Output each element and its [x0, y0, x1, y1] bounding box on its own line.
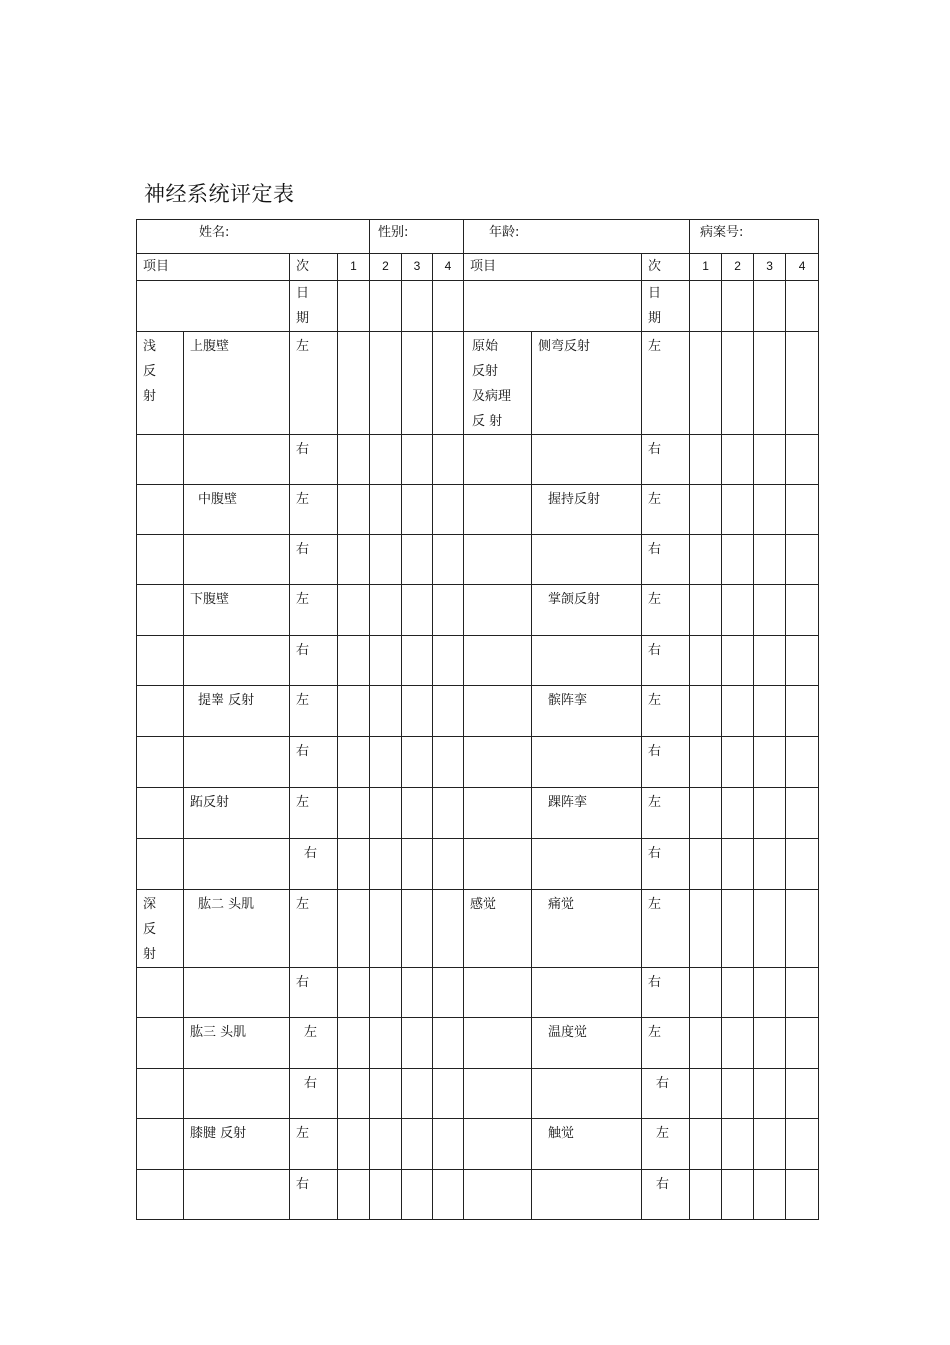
side-left-label: 左: [642, 332, 690, 435]
score-input[interactable]: [722, 1170, 754, 1220]
score-input[interactable]: [433, 890, 464, 968]
score-input[interactable]: [722, 968, 754, 1018]
score-input[interactable]: [433, 485, 464, 535]
score-input[interactable]: [402, 839, 433, 890]
score-input[interactable]: [370, 890, 402, 968]
blank-cell: [184, 968, 290, 1018]
score-input[interactable]: [722, 535, 754, 585]
score-input[interactable]: [754, 686, 786, 737]
score-input[interactable]: [433, 968, 464, 1018]
score-input[interactable]: [370, 839, 402, 890]
score-input[interactable]: [433, 1170, 464, 1220]
blank-cell: [184, 737, 290, 788]
score-input[interactable]: [786, 839, 819, 890]
item-label-left: 下腹壁: [184, 585, 290, 636]
blank-cell: [464, 636, 532, 686]
score-input[interactable]: [433, 686, 464, 737]
item-label-left: 跖反射: [184, 788, 290, 839]
score-input[interactable]: [754, 1069, 786, 1119]
side-left-label: 左: [290, 332, 338, 435]
score-input[interactable]: [370, 788, 402, 839]
sex-field[interactable]: [370, 220, 464, 254]
score-input[interactable]: [338, 1170, 370, 1220]
score-input[interactable]: [338, 839, 370, 890]
blank-cell: [532, 1069, 642, 1119]
score-input[interactable]: [690, 686, 722, 737]
item-label-right: 触觉: [532, 1119, 642, 1170]
blank-cell: [464, 485, 532, 535]
score-input[interactable]: [722, 1069, 754, 1119]
score-input[interactable]: [754, 1170, 786, 1220]
score-input[interactable]: [370, 585, 402, 636]
score-input[interactable]: [433, 1018, 464, 1069]
date-input[interactable]: [754, 281, 786, 332]
item-label-left: 上腹壁: [184, 332, 290, 435]
side-right-label: 右: [642, 737, 690, 788]
score-input[interactable]: [690, 890, 722, 968]
score-input[interactable]: [754, 788, 786, 839]
score-input[interactable]: [690, 788, 722, 839]
score-input[interactable]: [370, 636, 402, 686]
score-input[interactable]: [690, 968, 722, 1018]
assessment-row: [137, 636, 819, 686]
item-label-right: 侧弯反射: [532, 332, 642, 435]
blank-cell: [464, 1018, 532, 1069]
blank-cell: [137, 1018, 184, 1069]
score-input[interactable]: [690, 535, 722, 585]
date-label-right: 日 期: [642, 281, 690, 332]
score-input[interactable]: [433, 636, 464, 686]
assessment-row: [137, 435, 819, 485]
date-input[interactable]: [338, 281, 370, 332]
score-input[interactable]: [370, 485, 402, 535]
side-right-label: 右: [642, 535, 690, 585]
blank-cell: [137, 1069, 184, 1119]
assessment-row: [137, 737, 819, 788]
score-input[interactable]: [402, 485, 433, 535]
score-input[interactable]: [370, 332, 402, 435]
blank-cell: [532, 435, 642, 485]
blank-cell: [464, 1119, 532, 1170]
score-input[interactable]: [402, 1119, 433, 1170]
blank-cell: [532, 1170, 642, 1220]
blank-cell: [137, 839, 184, 890]
score-input[interactable]: [786, 535, 819, 585]
score-input[interactable]: [690, 636, 722, 686]
blank-cell: [464, 535, 532, 585]
score-input[interactable]: [754, 332, 786, 435]
side-right-label: 右: [642, 1170, 690, 1220]
blank-cell: [464, 1069, 532, 1119]
blank-cell: [137, 485, 184, 535]
score-input[interactable]: [786, 636, 819, 686]
sex-label: 性别:: [378, 225, 409, 240]
blank-cell: [464, 281, 642, 332]
side-left-label: 左: [642, 1018, 690, 1069]
score-input[interactable]: [722, 839, 754, 890]
item-label-left: 中腹壁: [184, 485, 290, 535]
blank-cell: [464, 788, 532, 839]
score-input[interactable]: [690, 435, 722, 485]
blank-cell: [184, 1170, 290, 1220]
score-input[interactable]: [690, 839, 722, 890]
score-input[interactable]: [690, 1119, 722, 1170]
score-input[interactable]: [754, 968, 786, 1018]
date-label-left: 日 期: [290, 281, 338, 332]
side-right-label: 右: [642, 636, 690, 686]
score-input[interactable]: [370, 1018, 402, 1069]
item-label-left: 提睾 反射: [184, 686, 290, 737]
times-header-left: 次: [290, 254, 338, 281]
item-label-right: 痛觉: [532, 890, 642, 968]
score-input[interactable]: [754, 535, 786, 585]
blank-cell: [137, 585, 184, 636]
score-input[interactable]: [338, 485, 370, 535]
score-input[interactable]: [690, 485, 722, 535]
side-left-label: 左: [642, 788, 690, 839]
score-input[interactable]: [722, 788, 754, 839]
score-input[interactable]: [690, 585, 722, 636]
score-input[interactable]: [722, 485, 754, 535]
assessment-row: [137, 1119, 819, 1170]
side-right-label: 右: [642, 1069, 690, 1119]
name-field[interactable]: [137, 220, 370, 254]
score-input[interactable]: [754, 1018, 786, 1069]
score-input[interactable]: [722, 890, 754, 968]
score-input[interactable]: [690, 332, 722, 435]
score-input[interactable]: [690, 1170, 722, 1220]
date-input[interactable]: [402, 281, 433, 332]
blank-cell: [137, 636, 184, 686]
blank-cell: [532, 968, 642, 1018]
score-input[interactable]: [402, 636, 433, 686]
score-input[interactable]: [338, 332, 370, 435]
score-input[interactable]: [402, 737, 433, 788]
side-right-label: 右: [290, 737, 338, 788]
score-input[interactable]: [786, 968, 819, 1018]
item-label-left: 肱三 头肌: [184, 1018, 290, 1069]
score-input[interactable]: [722, 1018, 754, 1069]
score-input[interactable]: [370, 1119, 402, 1170]
record-number-field[interactable]: [690, 220, 819, 254]
score-input[interactable]: [402, 788, 433, 839]
score-input[interactable]: [370, 435, 402, 485]
date-row: [137, 281, 819, 332]
blank-cell: [532, 737, 642, 788]
assessment-row: [137, 1069, 819, 1119]
score-input[interactable]: [690, 737, 722, 788]
assessment-table: [136, 219, 819, 1220]
side-left-label: 左: [642, 890, 690, 968]
item-header-right: 项目: [464, 254, 642, 281]
assessment-row: [137, 585, 819, 636]
blank-cell: [184, 1069, 290, 1119]
score-input[interactable]: [338, 535, 370, 585]
score-input[interactable]: [370, 1069, 402, 1119]
blank-cell: [137, 968, 184, 1018]
record-number-label: 病案号:: [700, 225, 744, 240]
score-input[interactable]: [338, 737, 370, 788]
score-input[interactable]: [370, 1170, 402, 1220]
side-right-label: 右: [290, 1069, 338, 1119]
blank-cell: [137, 281, 290, 332]
side-right-label: 右: [642, 839, 690, 890]
score-input[interactable]: [754, 485, 786, 535]
score-input[interactable]: [433, 585, 464, 636]
score-input[interactable]: [754, 737, 786, 788]
assessment-row: [137, 332, 819, 435]
score-input[interactable]: [786, 737, 819, 788]
score-input[interactable]: [402, 535, 433, 585]
item-label-left: 肱二 头肌: [184, 890, 290, 968]
header-row: [137, 254, 819, 281]
blank-cell: [137, 737, 184, 788]
assessment-row: [137, 968, 819, 1018]
score-input[interactable]: [402, 890, 433, 968]
blank-cell: [464, 686, 532, 737]
score-input[interactable]: [722, 332, 754, 435]
score-input[interactable]: [786, 435, 819, 485]
blank-cell: [137, 686, 184, 737]
assessment-row: [137, 1018, 819, 1069]
side-right-label: 右: [290, 839, 338, 890]
side-left-label: 左: [290, 1119, 338, 1170]
score-input[interactable]: [786, 1170, 819, 1220]
blank-cell: [464, 968, 532, 1018]
side-right-label: 右: [290, 435, 338, 485]
side-left-label: 左: [642, 686, 690, 737]
score-input[interactable]: [786, 788, 819, 839]
col-header: 2: [722, 254, 754, 281]
assessment-row: [137, 485, 819, 535]
assessment-row: [137, 890, 819, 968]
blank-cell: [532, 636, 642, 686]
blank-cell: [464, 737, 532, 788]
blank-cell: [464, 435, 532, 485]
score-input[interactable]: [786, 1119, 819, 1170]
date-input[interactable]: [433, 281, 464, 332]
score-input[interactable]: [754, 1119, 786, 1170]
score-input[interactable]: [433, 332, 464, 435]
col-header: 1: [338, 254, 370, 281]
side-left-label: 左: [642, 585, 690, 636]
side-left-label: 左: [290, 890, 338, 968]
score-input[interactable]: [722, 636, 754, 686]
score-input[interactable]: [370, 535, 402, 585]
score-input[interactable]: [338, 1018, 370, 1069]
blank-cell: [137, 535, 184, 585]
side-right-label: 右: [290, 968, 338, 1018]
score-input[interactable]: [338, 585, 370, 636]
score-input[interactable]: [402, 968, 433, 1018]
score-input[interactable]: [402, 1069, 433, 1119]
score-input[interactable]: [338, 636, 370, 686]
score-input[interactable]: [690, 1018, 722, 1069]
score-input[interactable]: [370, 737, 402, 788]
score-input[interactable]: [402, 686, 433, 737]
group-label-primitive-pathological-reflex: 原始 反射 及病理 反 射: [464, 332, 532, 435]
item-label-right: 掌颌反射: [532, 585, 642, 636]
blank-cell: [184, 636, 290, 686]
score-input[interactable]: [754, 890, 786, 968]
score-input[interactable]: [433, 435, 464, 485]
col-header: 2: [370, 254, 402, 281]
side-right-label: 右: [290, 1170, 338, 1220]
date-input[interactable]: [722, 281, 754, 332]
assessment-row: [137, 788, 819, 839]
times-header-right: 次: [642, 254, 690, 281]
score-input[interactable]: [338, 890, 370, 968]
score-input[interactable]: [338, 968, 370, 1018]
score-input[interactable]: [402, 1170, 433, 1220]
assessment-row: [137, 839, 819, 890]
blank-cell: [137, 788, 184, 839]
side-right-label: 右: [642, 968, 690, 1018]
score-input[interactable]: [338, 686, 370, 737]
item-label-right: 踝阵挛: [532, 788, 642, 839]
score-input[interactable]: [338, 788, 370, 839]
score-input[interactable]: [690, 1069, 722, 1119]
score-input[interactable]: [433, 1069, 464, 1119]
col-header: 1: [690, 254, 722, 281]
score-input[interactable]: [754, 585, 786, 636]
col-header: 3: [402, 254, 433, 281]
score-input[interactable]: [370, 686, 402, 737]
date-input[interactable]: [690, 281, 722, 332]
assessment-row: [137, 535, 819, 585]
score-input[interactable]: [722, 585, 754, 636]
score-input[interactable]: [402, 585, 433, 636]
side-left-label: 左: [642, 485, 690, 535]
score-input[interactable]: [433, 839, 464, 890]
date-input[interactable]: [370, 281, 402, 332]
group-label-sensation: 感觉: [464, 890, 532, 968]
side-left-label: 左: [290, 788, 338, 839]
score-input[interactable]: [786, 485, 819, 535]
score-input[interactable]: [433, 1119, 464, 1170]
blank-cell: [464, 839, 532, 890]
col-header: 4: [786, 254, 819, 281]
group-label-superficial-reflex: 浅 反 射: [137, 332, 184, 435]
blank-cell: [532, 839, 642, 890]
score-input[interactable]: [754, 636, 786, 686]
score-input[interactable]: [338, 435, 370, 485]
assessment-row: [137, 686, 819, 737]
group-label-deep-reflex: 深 反 射: [137, 890, 184, 968]
score-input[interactable]: [433, 788, 464, 839]
score-input[interactable]: [338, 1119, 370, 1170]
date-input[interactable]: [786, 281, 819, 332]
blank-cell: [184, 435, 290, 485]
score-input[interactable]: [786, 1069, 819, 1119]
age-field[interactable]: [464, 220, 690, 254]
item-label-right: 温度觉: [532, 1018, 642, 1069]
age-label: 年龄:: [489, 225, 520, 240]
side-left-label: 左: [290, 585, 338, 636]
side-left-label: 左: [290, 1018, 338, 1069]
score-input[interactable]: [722, 435, 754, 485]
score-input[interactable]: [338, 1069, 370, 1119]
col-header: 4: [433, 254, 464, 281]
score-input[interactable]: [754, 839, 786, 890]
score-input[interactable]: [786, 332, 819, 435]
score-input[interactable]: [786, 890, 819, 968]
patient-info-row: [137, 220, 819, 254]
side-left-label: 左: [642, 1119, 690, 1170]
score-input[interactable]: [722, 686, 754, 737]
score-input[interactable]: [402, 1018, 433, 1069]
col-header: 3: [754, 254, 786, 281]
score-input[interactable]: [722, 737, 754, 788]
side-right-label: 右: [290, 636, 338, 686]
name-label: 姓名:: [199, 225, 230, 240]
side-left-label: 左: [290, 485, 338, 535]
score-input[interactable]: [754, 435, 786, 485]
score-input[interactable]: [722, 1119, 754, 1170]
page-title: 神经系统评定表: [144, 182, 295, 206]
blank-cell: [137, 1170, 184, 1220]
item-label-right: 髌阵挛: [532, 686, 642, 737]
blank-cell: [532, 535, 642, 585]
score-input[interactable]: [786, 1018, 819, 1069]
assessment-row: [137, 1170, 819, 1220]
blank-cell: [184, 535, 290, 585]
side-right-label: 右: [642, 435, 690, 485]
blank-cell: [184, 839, 290, 890]
item-label-right: 握持反射: [532, 485, 642, 535]
item-header-left: 项目: [137, 254, 290, 281]
side-left-label: 左: [290, 686, 338, 737]
blank-cell: [464, 585, 532, 636]
side-right-label: 右: [290, 535, 338, 585]
blank-cell: [137, 1119, 184, 1170]
blank-cell: [137, 435, 184, 485]
score-input[interactable]: [402, 435, 433, 485]
blank-cell: [464, 1170, 532, 1220]
score-input[interactable]: [433, 737, 464, 788]
score-input[interactable]: [786, 585, 819, 636]
score-input[interactable]: [370, 968, 402, 1018]
score-input[interactable]: [433, 535, 464, 585]
score-input[interactable]: [786, 686, 819, 737]
score-input[interactable]: [402, 332, 433, 435]
item-label-left: 膝腱 反射: [184, 1119, 290, 1170]
